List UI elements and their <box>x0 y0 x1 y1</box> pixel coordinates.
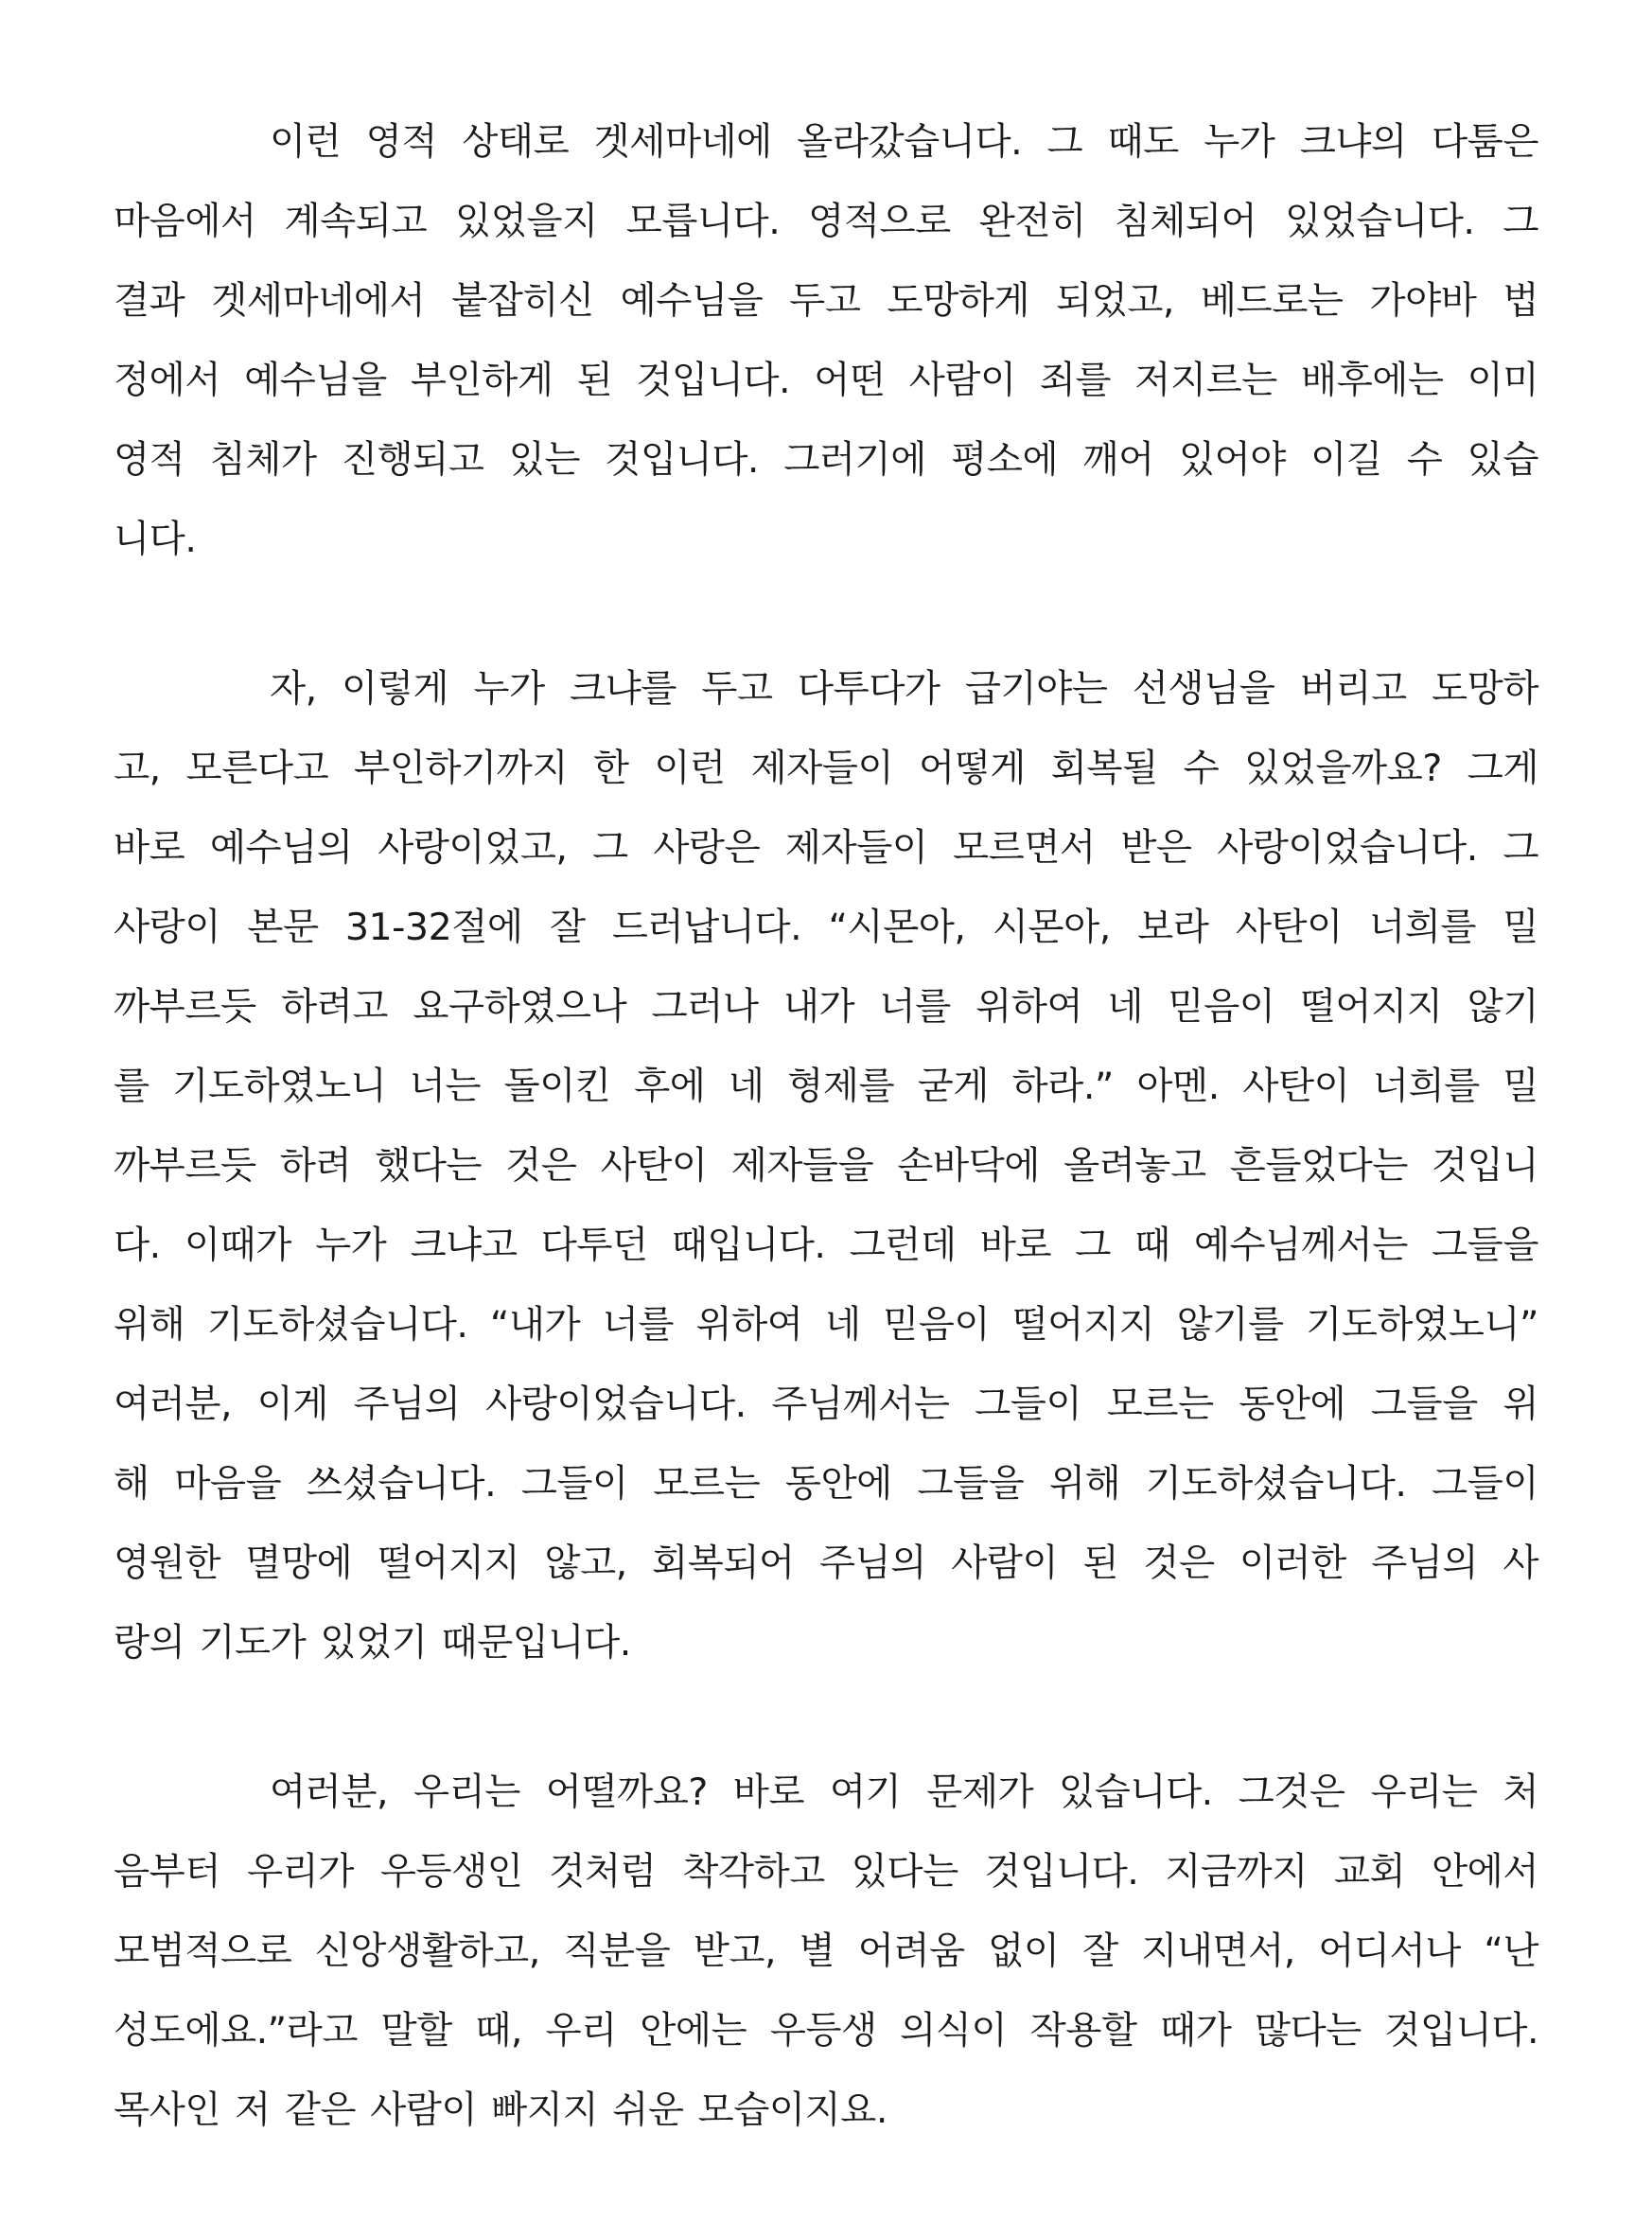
text-line: 자, 이렇게 누가 크냐를 두고 다투다가 급기야는 선생님을 버리고 도망하 <box>270 667 1538 711</box>
text-line: 이런 영적 상태로 겟세마네에 올라갔습니다. 그 때도 누가 크냐의 다툼은 <box>270 120 1538 164</box>
text-line: 성도에요.”라고 말할 때, 우리 안에는 우등생 의식이 작용할 때가 많다는 것입니다. <box>114 2009 1538 2053</box>
text-line: 다. 이때가 누가 크냐고 다투던 때입니다. 그런데 바로 그 때 예수님께서는 그들을 <box>114 1224 1538 1267</box>
text-line: 목사인 저 같은 사람이 빠지지 쉬운 모습이지요. <box>114 2088 888 2132</box>
text-line: 음부터 우리가 우등생인 것처럼 착각하고 있다는 것입니다. 지금까지 교회 안에서 <box>114 1850 1538 1894</box>
text-line: 영원한 멸망에 떨어지지 않고, 회복되어 주님의 사람이 된 것은 이러한 주님의 사 <box>114 1542 1538 1585</box>
document-page <box>114 102 1538 2220</box>
paragraph-3 <box>114 1753 1538 2150</box>
text-line: 영적 침체가 진행되고 있는 것입니다. 그러기에 평소에 깨어 있어야 이길 수 있습 <box>114 438 1538 482</box>
text-line: 고, 모른다고 부인하기까지 한 이런 제자들이 어떻게 회복될 수 있었을까요? 그게 <box>114 747 1538 790</box>
text-line: 까부르듯 하려고 요구하였으나 그러나 내가 너를 위하여 네 믿음이 떨어지지 않기 <box>114 985 1538 1029</box>
text-line: 까부르듯 하려 했다는 것은 사탄이 제자들을 손바닥에 올려놓고 흔들었다는 것입니 <box>114 1144 1538 1188</box>
paragraph-2 <box>114 649 1538 1683</box>
text-line: 여러분, 이게 주님의 사랑이었습니다. 주님께서는 그들이 모르는 동안에 그들을 위 <box>114 1383 1538 1426</box>
text-line: 결과 겟세마네에서 붙잡히신 예수님을 두고 도망하게 되었고, 베드로는 가야바 법 <box>114 279 1538 323</box>
text-line: 여러분, 우리는 어떨까요? 바로 여기 문제가 있습니다. 그것은 우리는 처 <box>270 1771 1538 1814</box>
text-line: 사랑이 본문 31-32절에 잘 드러납니다. “시몬아, 시몬아, 보라 사탄이 너희를 밀 <box>114 906 1538 949</box>
text-line: 마음에서 계속되고 있었을지 모릅니다. 영적으로 완전히 침체되어 있었습니다. 그 <box>114 200 1538 243</box>
text-line: 바로 예수님의 사랑이었고, 그 사랑은 제자들이 모르면서 받은 사랑이었습니다. 그 <box>114 826 1538 870</box>
text-line: 정에서 예수님을 부인하게 된 것입니다. 어떤 사람이 죄를 저지르는 배후에는 이미 <box>114 359 1538 402</box>
text-line: 위해 기도하셨습니다. “내가 너를 위하여 네 믿음이 떨어지지 않기를 기도하였노니” <box>114 1303 1538 1347</box>
text-line: 모범적으로 신앙생활하고, 직분을 받고, 별 어려움 없이 잘 지내면서, 어디서나 “난 <box>114 1929 1538 1973</box>
text-line: 니다. <box>114 518 197 561</box>
paragraph-1 <box>114 102 1538 579</box>
text-line: 해 마음을 쓰셨습니다. 그들이 모르는 동안에 그들을 위해 기도하셨습니다. 그들이 <box>114 1462 1538 1506</box>
text-line: 랑의 기도가 있었기 때문입니다. <box>114 1621 631 1665</box>
text-line: 를 기도하였노니 너는 돌이킨 후에 네 형제를 굳게 하라.” 아멘. 사탄이 너희를 밀 <box>114 1065 1538 1108</box>
